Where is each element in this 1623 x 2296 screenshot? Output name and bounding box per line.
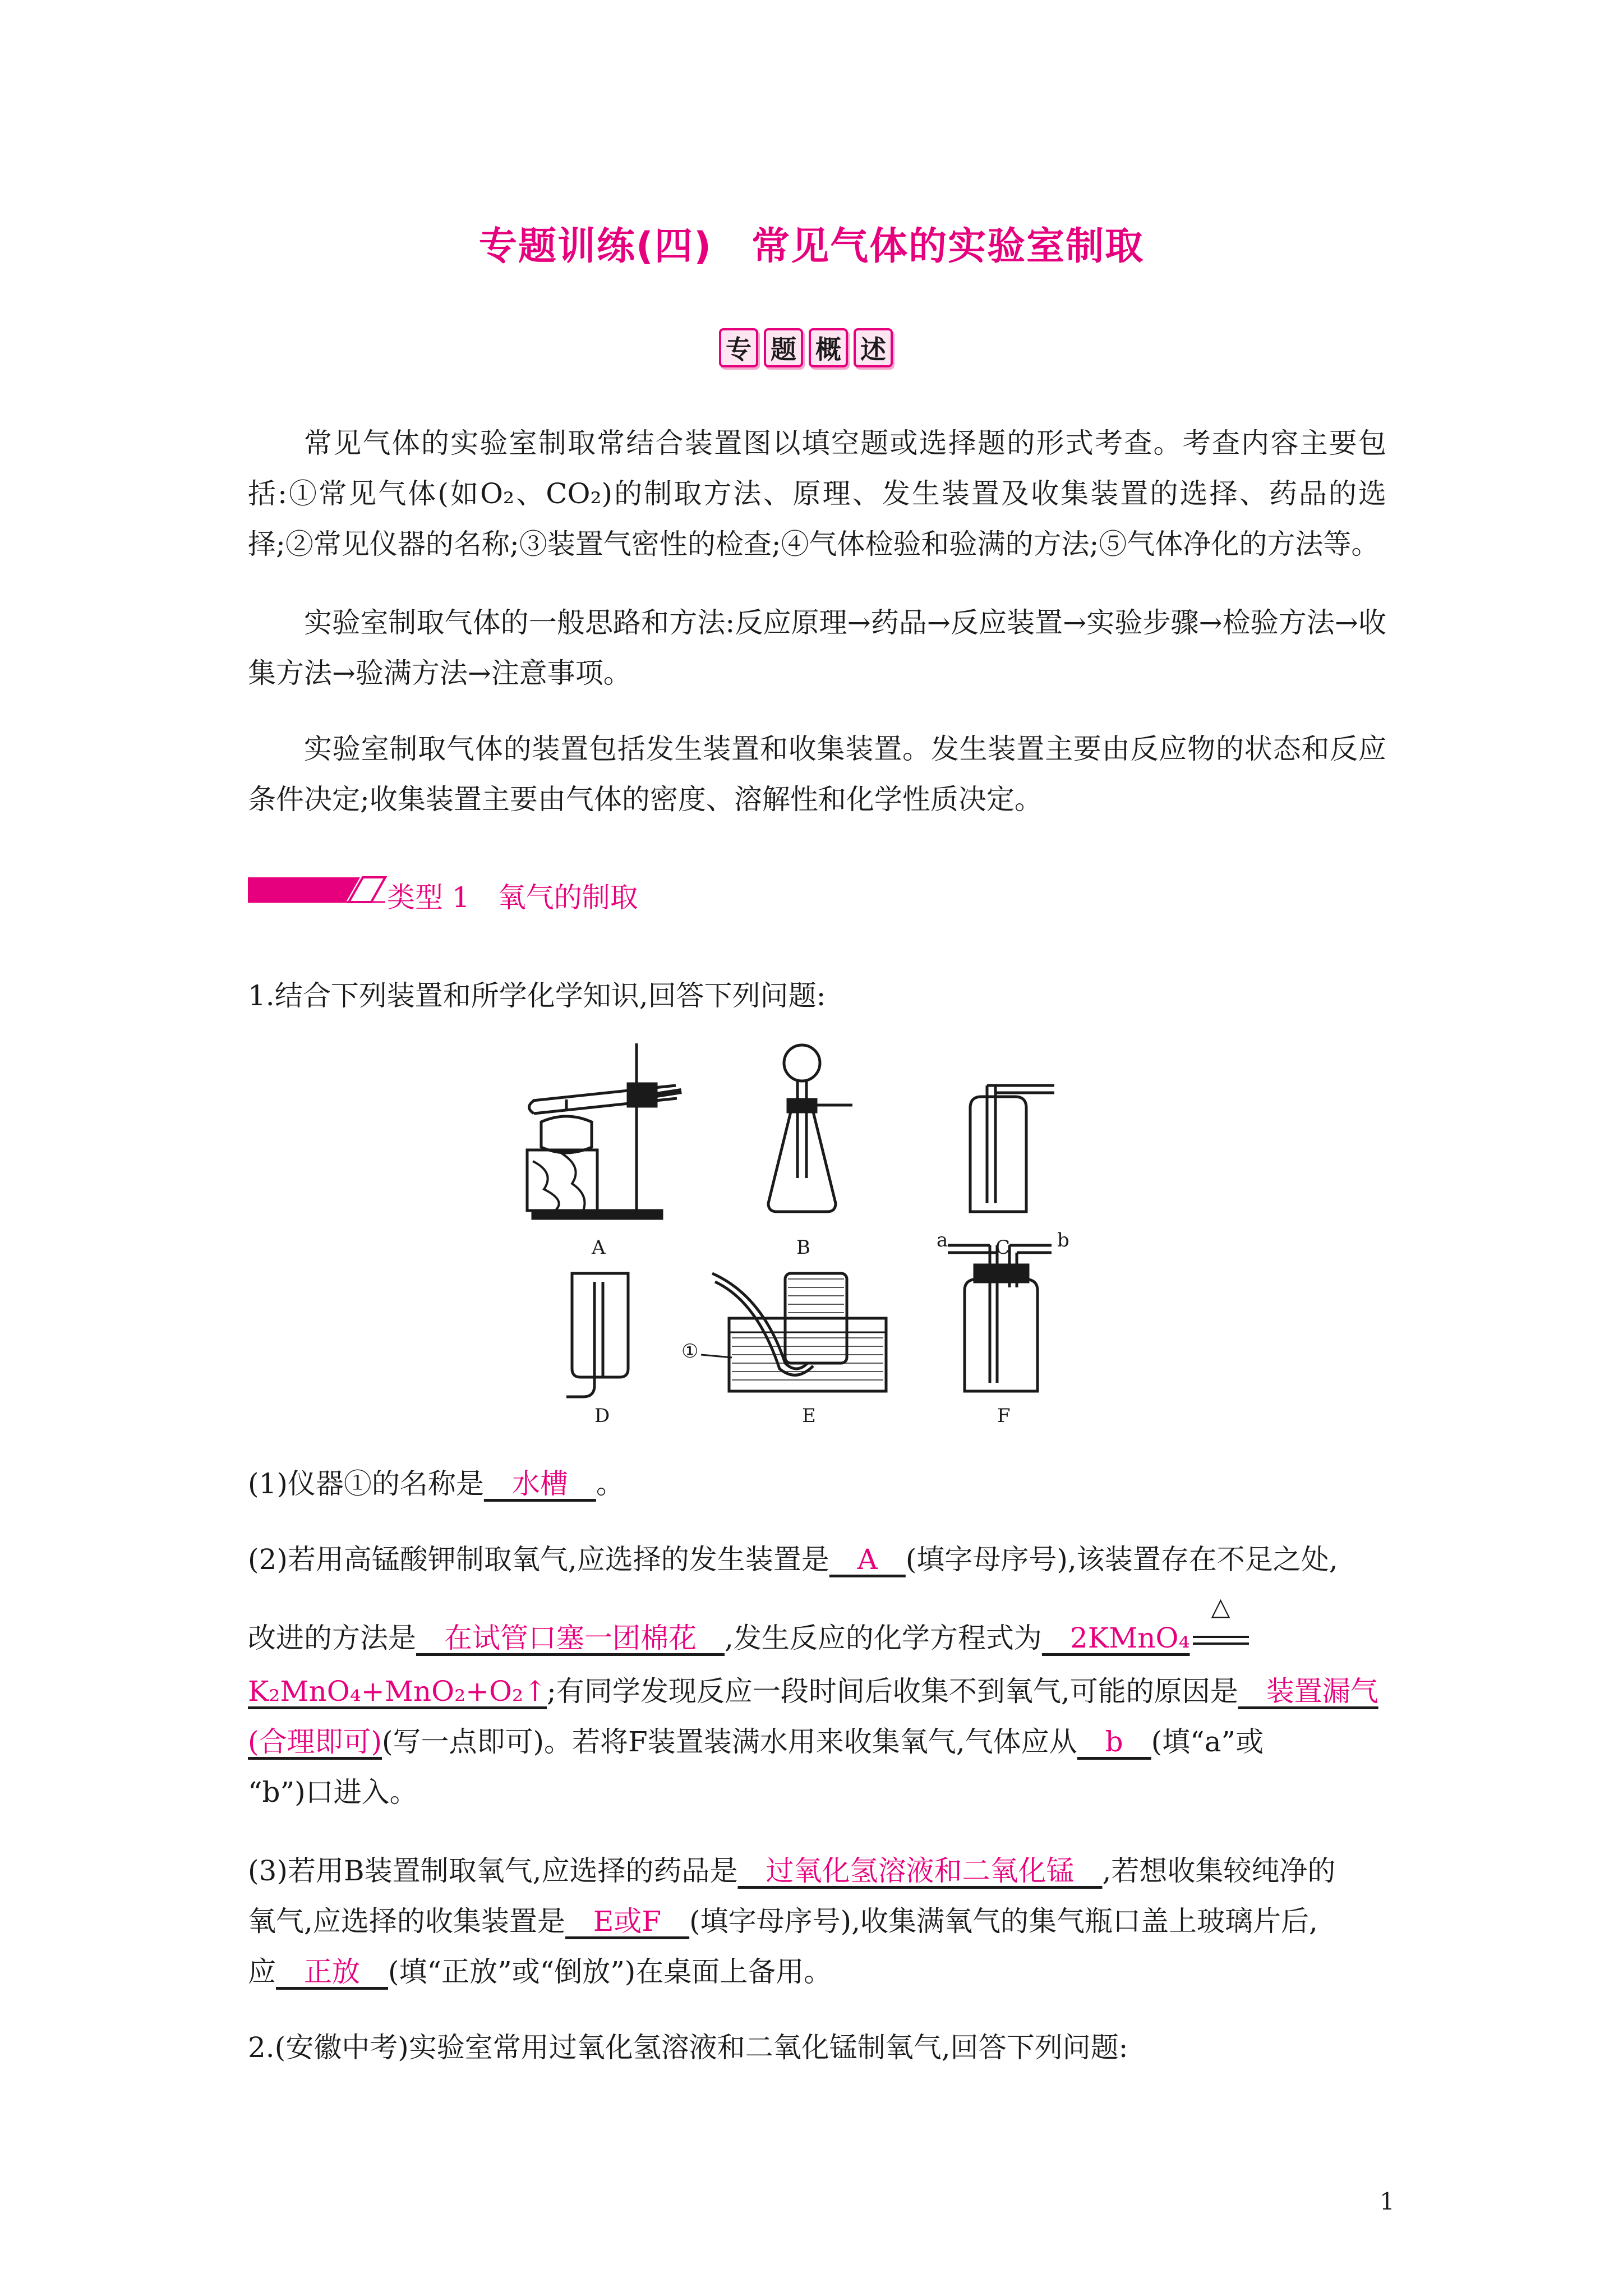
label-c: C xyxy=(995,1236,1011,1259)
label-b: B xyxy=(796,1236,810,1259)
q1-part-3-line-2: 氧气,应选择的收集装置是 E或F (填字母序号),收集满氧气的集气瓶口盖上玻璃片后, xyxy=(248,1905,1318,1938)
label-port-a: a xyxy=(937,1229,948,1251)
answer-blank: A xyxy=(829,1543,906,1576)
overview-paragraph-3: 实验室制取气体的装置包括发生装置和收集装置。发生装置主要由反应物的状态和反应条件决定;收集装置主要由气体的密度、溶解性和化学性质决定。 xyxy=(248,733,1386,816)
label-f: F xyxy=(997,1405,1011,1427)
q1-part-2-line-1: (2)若用高锰酸钾制取氧气,应选择的发生装置是 A (填字母序号),该装置存在不足之处, xyxy=(248,1543,1338,1576)
answer-blank: b xyxy=(1077,1726,1151,1758)
answer-blank: 过氧化氢溶液和二氧化锰 xyxy=(737,1855,1103,1887)
answer-blank: E或F xyxy=(565,1905,690,1938)
page-number: 1 xyxy=(1380,2188,1395,2215)
section-title: 类型 1 氧气的制取 xyxy=(387,881,638,914)
apparatus-c-icon xyxy=(970,1085,1054,1212)
apparatus-figure xyxy=(522,1032,1127,1436)
section-badges xyxy=(719,328,893,367)
q1-part-2-line-5: “b”)口进入。 xyxy=(248,1776,418,1809)
apparatus-f-icon xyxy=(948,1245,1052,1391)
answer-blank: 正放 xyxy=(276,1955,388,1988)
answer-blank: 在试管口塞一团棉花 xyxy=(416,1622,725,1654)
section-bar-icon xyxy=(248,873,388,907)
overview-paragraph-2: 实验室制取气体的一般思路和方法:反应原理→药品→反应装置→实验步骤→检验方法→收集方法→验满方法→注意事项。 xyxy=(248,606,1386,689)
question-1-stem: 1.结合下列装置和所学化学知识,回答下列问题: xyxy=(248,979,826,1012)
q1-part-2-line-3: K₂MnO₄+MnO₂+O₂↑;有同学发现反应一段时间后收集不到氧气,可能的原因是 装置漏气 xyxy=(248,1675,1378,1708)
badge-char: 概 xyxy=(809,328,848,367)
badge-char: 题 xyxy=(764,328,803,367)
apparatus-d-icon xyxy=(566,1273,628,1397)
apparatus-a-icon xyxy=(527,1043,681,1218)
label-a: A xyxy=(592,1236,606,1259)
question-2-stem: 2.(安徽中考)实验室常用过氧化氢溶液和二氧化锰制氧气,回答下列问题: xyxy=(248,2031,1128,2064)
q1-part-2-line-4: (合理即可)(写一点即可)。若将F装置装满水用来收集氧气,气体应从 b (填“a”或 xyxy=(248,1726,1264,1758)
q1-part-3-line-3: 应 正放 (填“正放”或“倒放”)在桌面上备用。 xyxy=(248,1955,832,1988)
answer-blank: 装置漏气 xyxy=(1238,1675,1378,1708)
answer-blank: K₂MnO₄+MnO₂+O₂↑ xyxy=(248,1675,547,1708)
label-port-b: b xyxy=(1057,1229,1069,1251)
badge-char: 述 xyxy=(854,328,893,367)
overview-paragraph-1: 常见气体的实验室制取常结合装置图以填空题或选择题的形式考查。考查内容主要包括:①常见气体(如O₂、CO₂)的制取方法、原理、发生装置及收集装置的选择、药品的选择;②常见仪器的名称;③装置气密性的检查;④气体检验和验满的方法;⑤气体净化的方法等。 xyxy=(248,427,1386,560)
answer-blank: (合理即可) xyxy=(248,1726,382,1758)
apparatus-b-icon xyxy=(768,1045,852,1212)
q1-part-1: (1)仪器①的名称是 水槽 。 xyxy=(248,1467,624,1500)
q1-part-2-line-2: 改进的方法是 在试管口塞一团棉花 ,发生反应的化学方程式为 2KMnO₄ △ xyxy=(248,1616,1252,1656)
q1-part-3-line-1: (3)若用B装置制取氧气,应选择的药品是 过氧化氢溶液和二氧化锰 ,若想收集较纯净的 xyxy=(248,1855,1336,1887)
answer-blank: 2KMnO₄ xyxy=(1041,1622,1190,1654)
label-d: D xyxy=(594,1405,610,1427)
label-instrument-1: ① xyxy=(681,1340,699,1363)
answer-blank: 水槽 xyxy=(483,1467,596,1500)
apparatus-e-icon xyxy=(701,1273,886,1391)
badge-char: 专 xyxy=(719,328,758,367)
label-e: E xyxy=(802,1405,816,1427)
heat-symbol: △ xyxy=(1211,1593,1230,1621)
page-title: 专题训练(四) 常见气体的实验室制取 xyxy=(478,224,1145,269)
